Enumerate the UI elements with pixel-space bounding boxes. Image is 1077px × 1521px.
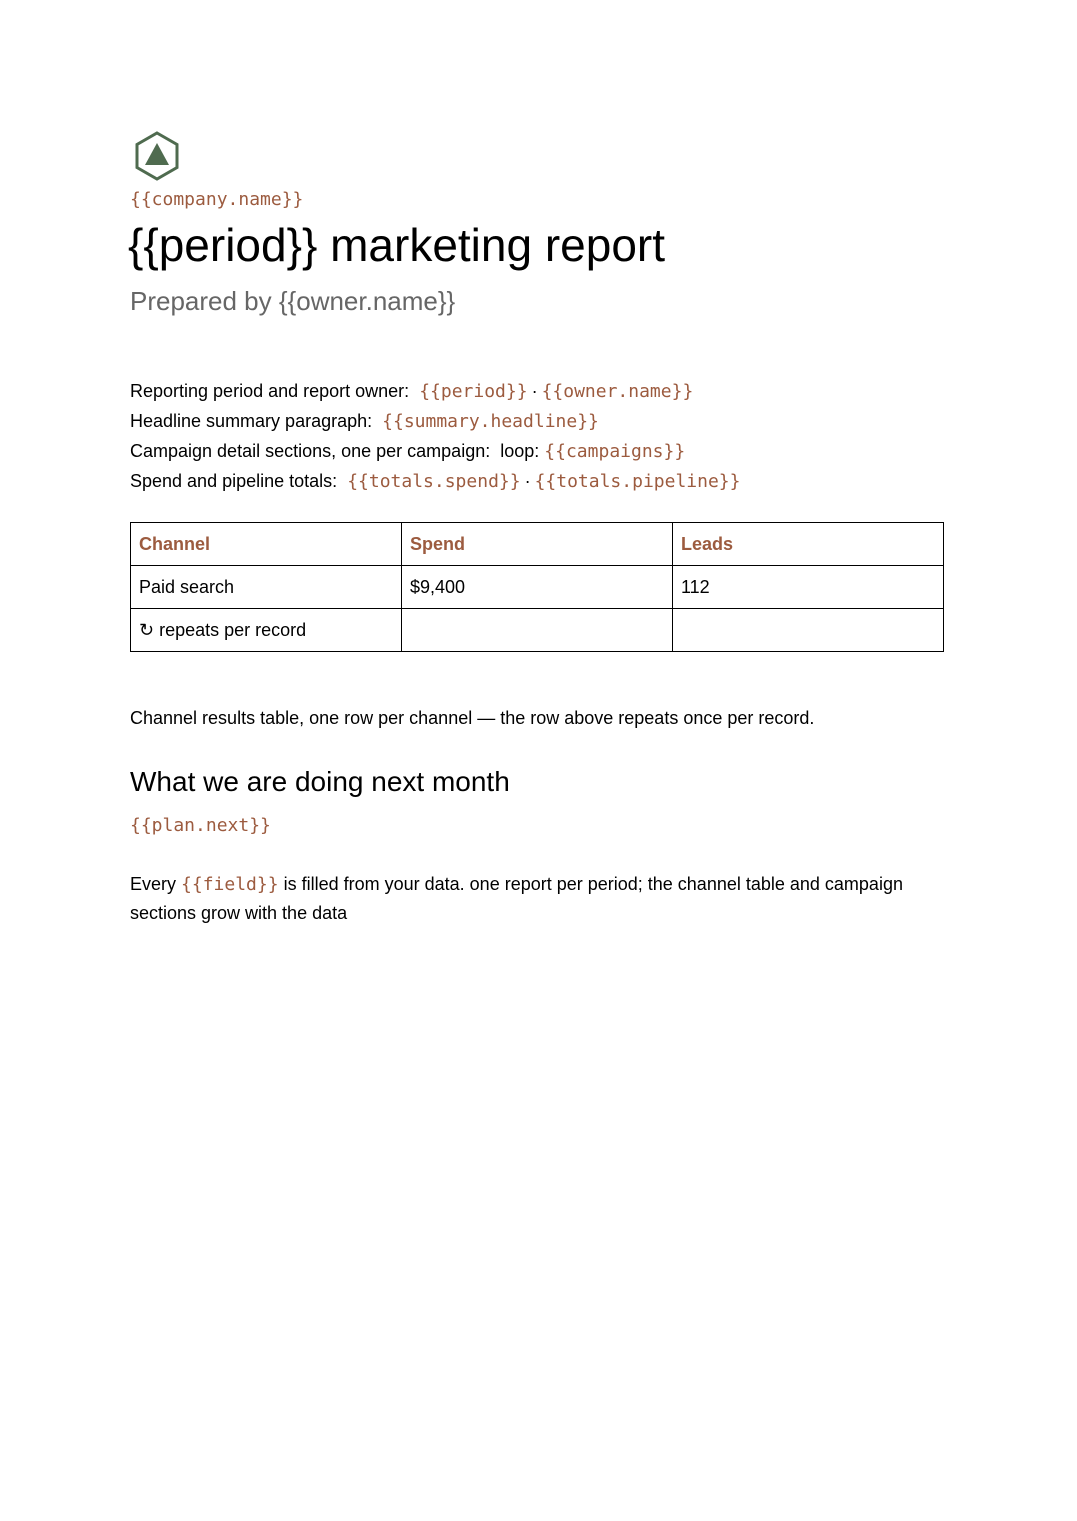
field-label: Headline summary paragraph: [130, 411, 373, 431]
column-header-channel: Channel [131, 523, 402, 566]
plan-next-token: {{plan.next}} [130, 815, 271, 836]
table-cell: $9,400 [402, 566, 673, 609]
loop-prefix: loop: [500, 441, 540, 461]
column-header-leads: Leads [673, 523, 944, 566]
totals-pipeline-token: {{totals.pipeline}} [534, 471, 741, 492]
separator: · [524, 471, 531, 491]
table-cell [673, 609, 944, 652]
footer-text-before: Every [130, 874, 177, 894]
field-label: Reporting period and report owner: [130, 381, 410, 401]
field-token: {{field}} [181, 874, 279, 895]
table-row-repeat-marker [131, 609, 944, 652]
totals-spend-token: {{totals.spend}} [347, 471, 521, 492]
footer-text-after: is filled from your data. one report per period; the channel table and campaign sections grow with the data [130, 874, 903, 923]
field-row-summary [130, 406, 740, 436]
summary-token: {{summary.headline}} [382, 411, 599, 432]
field-row-totals [130, 466, 740, 496]
field-list [130, 376, 740, 496]
channel-table [130, 522, 944, 652]
hexagon-triangle-logo-icon [132, 131, 182, 181]
field-label: Spend and pipeline totals: [130, 471, 338, 491]
table-cell: ↻ repeats per record [131, 609, 402, 652]
field-row-campaigns [130, 436, 740, 466]
company-name-token: {{company.name}} [130, 189, 304, 210]
table-header-row [131, 523, 944, 566]
field-label: Campaign detail sections, one per campaign: [130, 441, 491, 461]
owner-token: {{owner.name}} [541, 381, 694, 402]
table-note: Channel results table, one row per channel — the row above repeats once per record. [130, 708, 815, 728]
column-header-spend: Spend [402, 523, 673, 566]
campaigns-token: {{campaigns}} [544, 441, 686, 462]
table-cell: Paid search [131, 566, 402, 609]
section-heading: What we are doing next month [130, 766, 510, 797]
table-row [131, 566, 944, 609]
footer-paragraph [130, 870, 930, 927]
report-title: {{period}} marketing report [128, 219, 666, 271]
table-cell: 112 [673, 566, 944, 609]
field-row-period-owner [130, 376, 740, 406]
report-subtitle: Prepared by {{owner.name}} [130, 286, 456, 316]
separator: · [531, 381, 538, 401]
period-token: {{period}} [419, 381, 528, 402]
table-cell [402, 609, 673, 652]
